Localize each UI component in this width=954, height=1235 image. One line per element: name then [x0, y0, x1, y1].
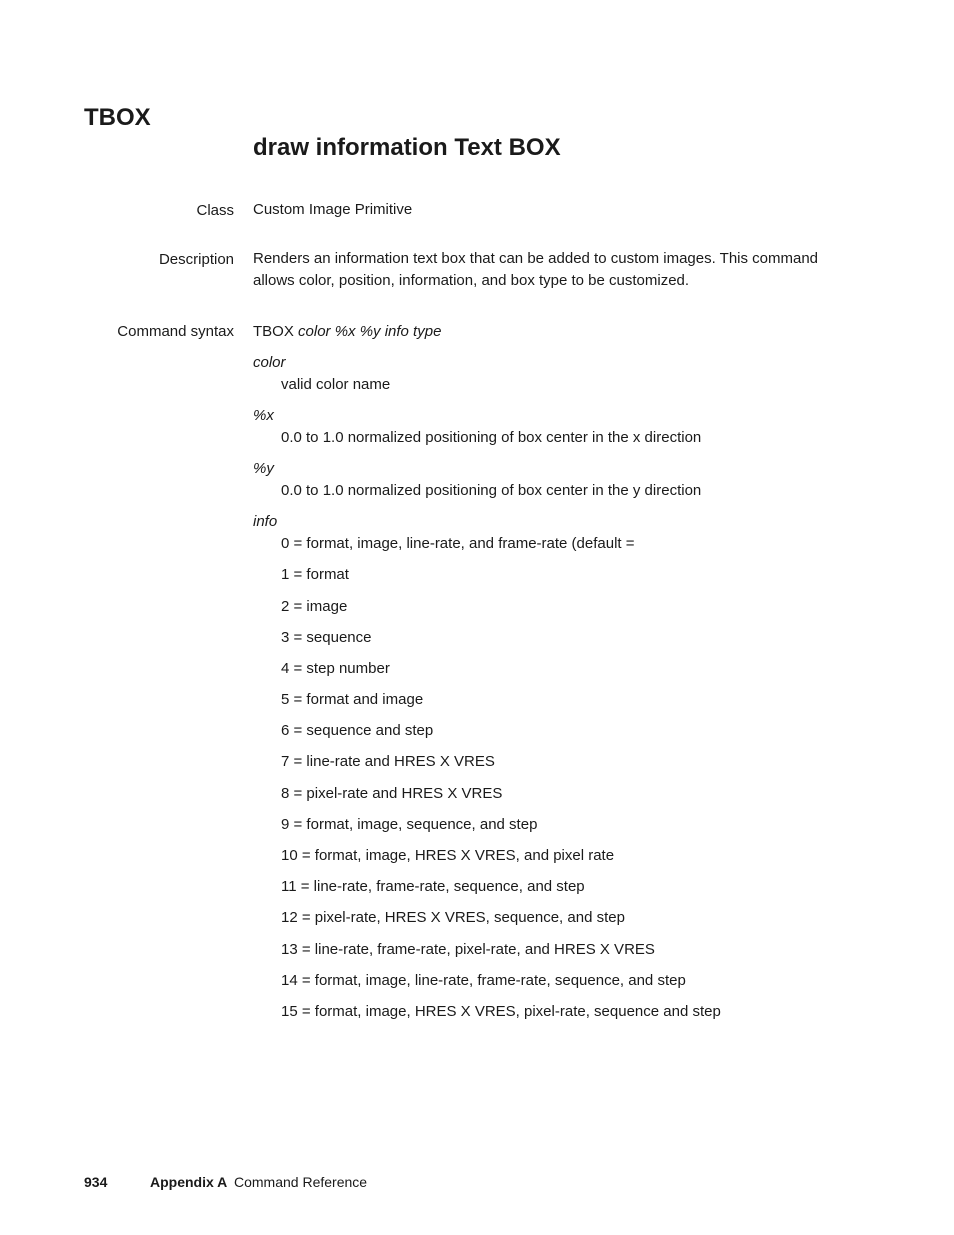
info-option: 1 = format — [281, 566, 349, 583]
description-label: Description — [158, 251, 234, 268]
param-name-color: color — [253, 354, 286, 371]
syntax-args: color %x %y info type — [298, 323, 442, 340]
param-name-info: info — [253, 513, 278, 530]
param-desc-color: valid color name — [281, 376, 391, 393]
info-option: 14 = format, image, line-rate, frame-rate, sequence, and step — [281, 972, 686, 989]
info-option: 6 = sequence and step — [281, 722, 434, 739]
info-option: 11 = line-rate, frame-rate, sequence, and step — [281, 878, 585, 895]
syntax-command: TBOX — [253, 323, 294, 340]
param-name-y: %y — [253, 460, 274, 477]
info-option: 10 = format, image, HRES X VRES, and pixel rate — [281, 847, 615, 864]
page-number: 934 — [84, 1174, 108, 1190]
info-option: 7 = line-rate and HRES X VRES — [281, 753, 495, 770]
command-title: draw information Text BOX — [253, 134, 561, 161]
footer-appendix: Appendix A — [150, 1174, 228, 1190]
info-option: 4 = step number — [281, 660, 390, 677]
info-option: 13 = line-rate, frame-rate, pixel-rate, and HRES X VRES — [281, 941, 655, 958]
syntax-line — [253, 323, 441, 340]
command-name: TBOX — [84, 104, 151, 131]
info-option: 15 = format, image, HRES X VRES, pixel-rate, sequence and step — [281, 1003, 721, 1020]
param-name-x: %x — [253, 407, 274, 424]
info-option: 0 = format, image, line-rate, and frame-rate (default = — [281, 535, 635, 552]
param-desc-y: 0.0 to 1.0 normalized positioning of box center in the y direction — [281, 482, 702, 499]
class-label: Class — [196, 202, 234, 219]
info-option: 8 = pixel-rate and HRES X VRES — [281, 785, 503, 802]
info-option: 2 = image — [281, 598, 348, 615]
info-option: 9 = format, image, sequence, and step — [281, 816, 538, 833]
class-value: Custom Image Primitive — [253, 201, 413, 218]
description-text: Renders an information text box that can be added to custom images. This command allows color, position, information, and box type to be customized. — [253, 250, 819, 289]
param-desc-x: 0.0 to 1.0 normalized positioning of box center in the x direction — [281, 429, 702, 446]
footer-section: Command Reference — [234, 1174, 368, 1190]
info-option: 3 = sequence — [281, 629, 372, 646]
info-option: 5 = format and image — [281, 691, 424, 708]
info-option: 12 = pixel-rate, HRES X VRES, sequence, and step — [281, 909, 625, 926]
syntax-label: Command syntax — [117, 323, 234, 340]
